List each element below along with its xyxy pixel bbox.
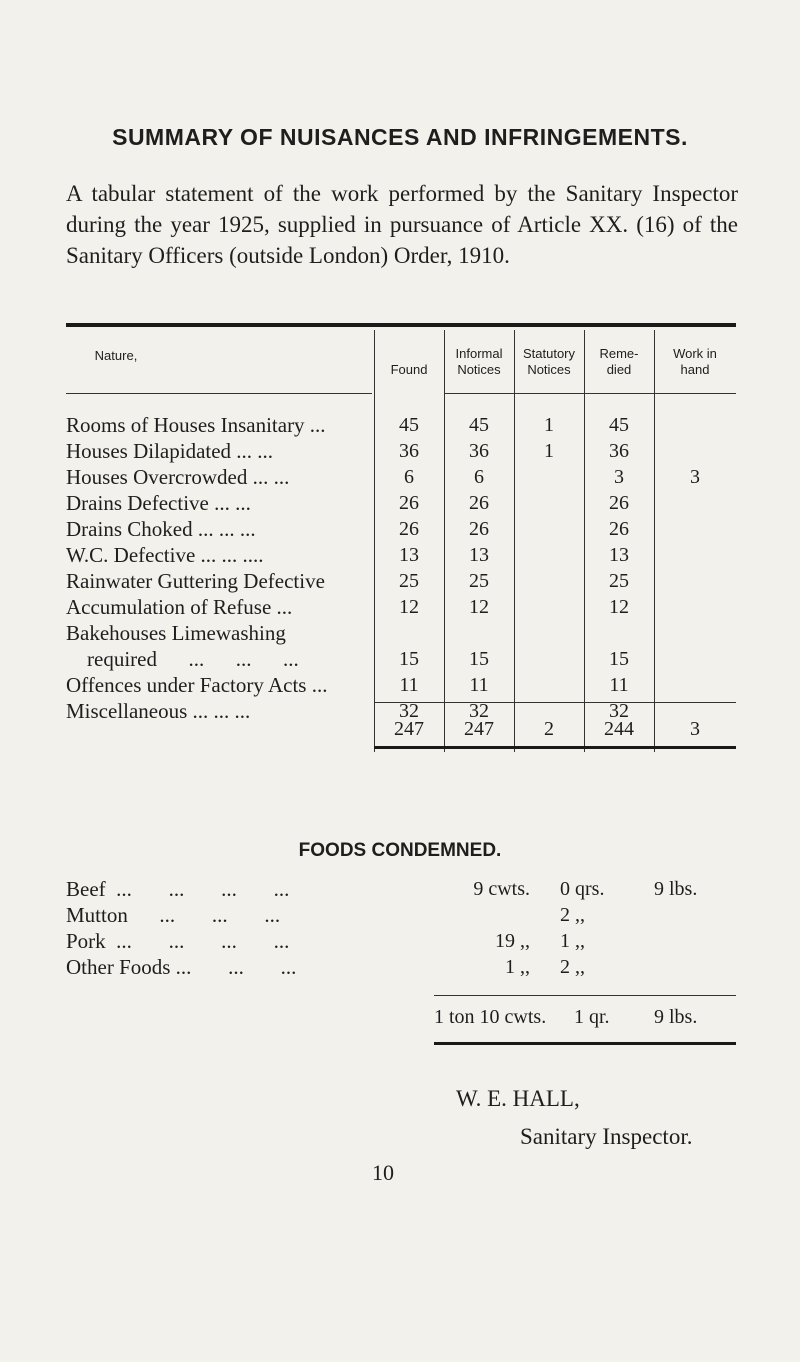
cell-found: 12	[399, 596, 419, 618]
food-cwts: 9 cwts.	[473, 878, 530, 900]
cell-found: 6	[404, 466, 414, 488]
cell-remedied: 26	[609, 518, 629, 540]
cell-found: 15	[399, 648, 419, 670]
total-statutory: 2	[544, 718, 554, 740]
header-work-1: Work in	[673, 346, 717, 361]
food-label: Beef ... ... ... ...	[66, 877, 290, 901]
row-label: Drains Choked ... ... ...	[66, 517, 256, 541]
total-informal: 247	[464, 718, 494, 740]
cell-remedied: 32	[609, 700, 629, 722]
foods-total-qrs: 1 qr.	[574, 1006, 610, 1028]
cell-work: 3	[690, 466, 700, 488]
row-label: Houses Dilapidated ... ...	[66, 439, 274, 463]
cell-remedied: 3	[614, 466, 624, 488]
row-label: Rainwater Guttering Defective	[66, 569, 325, 593]
cell-found: 32	[399, 700, 419, 722]
cell-statutory: 1	[544, 414, 554, 436]
food-qrs: 2 ,,	[560, 904, 585, 926]
header-work-2: hand	[680, 362, 710, 377]
header-nature: Nature,	[94, 348, 138, 363]
row-label: Accumulation of Refuse ...	[66, 595, 293, 619]
food-qrs: 1 ,,	[560, 930, 585, 952]
total-remedied: 244	[604, 718, 634, 740]
food-label: Pork ... ... ... ...	[66, 929, 290, 953]
food-qrs: 0 qrs.	[560, 878, 605, 900]
header-statutory-1: Statutory	[522, 346, 576, 361]
cell-informal: 26	[469, 518, 489, 540]
cell-found: 25	[399, 570, 419, 592]
cell-remedied: 26	[609, 492, 629, 514]
cell-remedied: 11	[609, 674, 629, 696]
food-cwts: 1 ,,	[505, 956, 530, 978]
row-label: W.C. Defective ... ... ....	[66, 543, 264, 567]
header-informal-1: Informal	[455, 346, 503, 361]
total-found: 247	[394, 718, 424, 740]
page-title: SUMMARY OF NUISANCES AND INFRINGEMENTS.	[112, 124, 688, 150]
cell-found: 11	[399, 674, 419, 696]
row-label: Bakehouses Limewashing	[66, 621, 286, 645]
foods-total-bottom-rule	[434, 1042, 736, 1045]
cell-informal: 12	[469, 596, 489, 618]
food-cwts: 19 ,,	[495, 930, 530, 952]
row-label: Miscellaneous ... ... ...	[66, 699, 251, 723]
row-label: Offences under Factory Acts ...	[66, 673, 328, 697]
cell-found: 26	[399, 518, 419, 540]
signature-name: W. E. HALL,	[456, 1086, 580, 1111]
header-informal-2: Notices	[457, 362, 501, 377]
row-label: Drains Defective ... ...	[66, 491, 251, 515]
food-lbs: 9 lbs.	[654, 878, 698, 900]
cell-informal: 25	[469, 570, 489, 592]
cell-remedied: 36	[609, 440, 629, 462]
signature-title: Sanitary Inspector.	[520, 1124, 693, 1149]
cell-remedied: 45	[609, 414, 629, 436]
col-divider-3	[514, 330, 515, 752]
foods-total-lbs: 9 lbs.	[654, 1006, 698, 1028]
food-qrs: 2 ,,	[560, 956, 585, 978]
header-remedied-2: died	[606, 362, 632, 377]
total-work: 3	[690, 718, 700, 740]
cell-informal: 32	[469, 700, 489, 722]
header-remedied-1: Reme-	[599, 346, 639, 361]
intro-paragraph: A tabular statement of the work performed by the Sanitary Inspector during the year 1925, supplied in pursuance of Article XX. (16) of the Sanitary Officers (outside London) Order, 1910.	[66, 181, 738, 268]
cell-found: 36	[399, 440, 419, 462]
cell-informal: 45	[469, 414, 489, 436]
food-label: Other Foods ... ... ...	[66, 955, 297, 979]
foods-total-top-rule	[434, 995, 736, 996]
cell-remedied: 25	[609, 570, 629, 592]
header-underline-columns	[444, 393, 736, 394]
cell-remedied: 12	[609, 596, 629, 618]
cell-found: 13	[399, 544, 419, 566]
cell-statutory: 1	[544, 440, 554, 462]
cell-informal: 6	[474, 466, 484, 488]
cell-remedied: 13	[609, 544, 629, 566]
food-label: Mutton ... ... ...	[66, 903, 281, 927]
foods-title: FOODS CONDEMNED.	[298, 840, 502, 861]
page-number: 10	[372, 1160, 394, 1185]
header-statutory-2: Notices	[527, 362, 571, 377]
cell-found: 45	[399, 414, 419, 436]
totals-bottom-rule	[374, 746, 736, 749]
row-label-continued: required ... ... ...	[66, 647, 299, 671]
cell-found: 26	[399, 492, 419, 514]
col-divider-5	[654, 330, 655, 752]
cell-informal: 11	[469, 674, 489, 696]
header-found: Found	[390, 362, 428, 377]
cell-remedied: 15	[609, 648, 629, 670]
cell-informal: 26	[469, 492, 489, 514]
table-top-rule	[66, 323, 736, 327]
cell-informal: 36	[469, 440, 489, 462]
cell-informal: 15	[469, 648, 489, 670]
header-underline-nature	[66, 393, 372, 394]
row-label: Houses Overcrowded ... ...	[66, 465, 290, 489]
row-label: Rooms of Houses Insanitary ...	[66, 413, 326, 437]
foods-total-tons: 1 ton 10 cwts.	[434, 1006, 547, 1028]
cell-informal: 13	[469, 544, 489, 566]
